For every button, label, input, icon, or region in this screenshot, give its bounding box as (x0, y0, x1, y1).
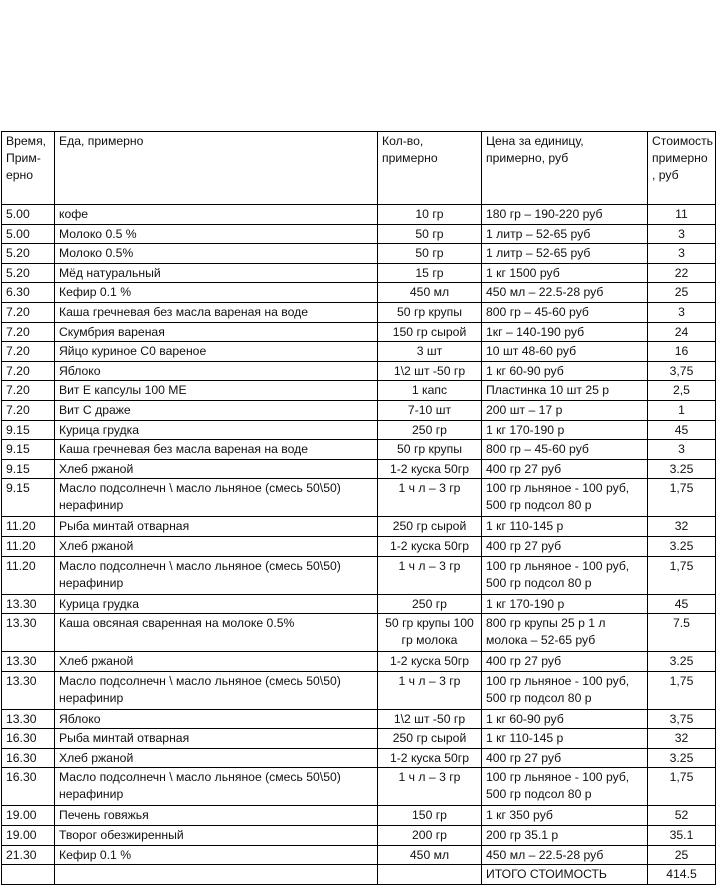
cell-time: 21.30 (2, 845, 55, 865)
cell-quantity: 1-2 куска 50гр (378, 459, 482, 479)
cell-price: 200 шт – 17 р (482, 400, 648, 420)
cell-time: 13.30 (2, 594, 55, 614)
cell-food: Молоко 0.5 % (55, 224, 378, 244)
cell-quantity: 200 гр (378, 826, 482, 846)
table-row (2, 806, 716, 826)
cell-quantity: 1 ч л – 3 гр (378, 671, 482, 709)
cell-food: Молоко 0.5% (55, 244, 378, 264)
cell-cost: 2,5 (648, 381, 716, 401)
cell-cost: 3 (648, 244, 716, 264)
cell-price: 450 мл – 22.5-28 руб (482, 845, 648, 865)
cell-quantity: 1 ч л – 3 гр (378, 556, 482, 594)
cell-cost: 16 (648, 342, 716, 362)
cell-quantity: 1 капс (378, 381, 482, 401)
table-row (2, 322, 716, 342)
cell-quantity: 250 гр (378, 420, 482, 440)
cell-price: 1 кг 60-90 руб (482, 709, 648, 729)
cell-cost: 22 (648, 263, 716, 283)
table-row (2, 302, 716, 322)
cell-food: Кефир 0.1 % (55, 845, 378, 865)
cell-quantity: 1-2 куска 50гр (378, 536, 482, 556)
cell-price: 100 гр льняное - 100 руб, 500 гр подсол 80 р (482, 768, 648, 806)
table-row (2, 361, 716, 381)
cell-time: 5.00 (2, 205, 55, 225)
cell-price: 450 мл – 22.5-28 руб (482, 283, 648, 303)
cell-time: 5.20 (2, 263, 55, 283)
cell-food: Скумбрия вареная (55, 322, 378, 342)
cell-quantity: 50 гр крупы (378, 302, 482, 322)
table-row (2, 748, 716, 768)
cell-time: 11.20 (2, 556, 55, 594)
table-row (2, 342, 716, 362)
cell-time: 13.30 (2, 614, 55, 652)
cell-cost: 3 (648, 302, 716, 322)
cell-price: 400 гр 27 руб (482, 536, 648, 556)
table-row (2, 479, 716, 517)
cell-empty (55, 865, 378, 885)
cell-price: 1 кг 1500 руб (482, 263, 648, 283)
table-row (2, 826, 716, 846)
table-row (2, 400, 716, 420)
cell-food: Каша гречневая без масла вареная на воде (55, 440, 378, 460)
cell-quantity: 250 гр сырой (378, 729, 482, 749)
cell-quantity: 1 ч л – 3 гр (378, 479, 482, 517)
cell-food: Яйцо куриное С0 вареное (55, 342, 378, 362)
cell-cost: 25 (648, 845, 716, 865)
cell-food: Яблоко (55, 709, 378, 729)
cell-cost: 3 (648, 440, 716, 460)
cell-time: 5.00 (2, 224, 55, 244)
cell-food: Кефир 0.1 % (55, 283, 378, 303)
table-row (2, 709, 716, 729)
cell-time: 7.20 (2, 400, 55, 420)
cell-time: 6.30 (2, 283, 55, 303)
cell-time: 13.30 (2, 671, 55, 709)
cell-food: Хлеб ржаной (55, 459, 378, 479)
table-row (2, 420, 716, 440)
table-row (2, 671, 716, 709)
cell-cost: 11 (648, 205, 716, 225)
header-quantity: Кол-во, примерно (378, 132, 482, 205)
header-time: Время, Прим-ерно (2, 132, 55, 205)
cell-food: Каша овсяная сваренная на молоке 0.5% (55, 614, 378, 652)
cell-quantity: 450 мл (378, 845, 482, 865)
table-row (2, 224, 716, 244)
cell-food: Курица грудка (55, 594, 378, 614)
cell-quantity: 1-2 куска 50гр (378, 748, 482, 768)
cell-price: 10 шт 48-60 руб (482, 342, 648, 362)
cell-time: 16.30 (2, 748, 55, 768)
cell-cost: 1,75 (648, 768, 716, 806)
total-label: ИТОГО СТОИМОСТЬ (482, 865, 648, 885)
table-row (2, 244, 716, 264)
cell-time: 9.15 (2, 440, 55, 460)
header-price: Цена за единицу, примерно, руб (482, 132, 648, 205)
cell-food: Масло подсолнечн \ масло льняное (смесь 50\50) нерафинир (55, 671, 378, 709)
cell-quantity: 150 гр сырой (378, 322, 482, 342)
cell-food: Масло подсолнечн \ масло льняное (смесь 50\50) нерафинир (55, 479, 378, 517)
cell-price: 1 кг 350 руб (482, 806, 648, 826)
cell-food: Масло подсолнечн \ масло льняное (смесь 50\50) нерафинир (55, 768, 378, 806)
table-row (2, 263, 716, 283)
header-food: Еда, примерно (55, 132, 378, 205)
cell-time: 7.20 (2, 322, 55, 342)
cell-food: Вит С драже (55, 400, 378, 420)
cell-price: 400 гр 27 руб (482, 459, 648, 479)
cell-quantity: 10 гр (378, 205, 482, 225)
cell-time: 11.20 (2, 517, 55, 537)
cell-time: 7.20 (2, 361, 55, 381)
cell-food: Рыба минтай отварная (55, 517, 378, 537)
table-row (2, 614, 716, 652)
cell-cost: 45 (648, 594, 716, 614)
cell-quantity: 1\2 шт -50 гр (378, 361, 482, 381)
food-cost-table (1, 131, 716, 885)
cell-price: 400 гр 27 руб (482, 652, 648, 672)
cell-price: 1 кг 170-190 р (482, 594, 648, 614)
table-row (2, 459, 716, 479)
cell-time: 7.20 (2, 302, 55, 322)
table-row (2, 652, 716, 672)
cell-price: 1 кг 110-145 р (482, 517, 648, 537)
cell-time: 19.00 (2, 826, 55, 846)
cell-time: 7.20 (2, 381, 55, 401)
cell-food: кофе (55, 205, 378, 225)
cell-time: 16.30 (2, 729, 55, 749)
cell-quantity: 50 гр (378, 224, 482, 244)
table-row (2, 381, 716, 401)
cell-quantity: 250 гр сырой (378, 517, 482, 537)
table-row (2, 845, 716, 865)
table-row (2, 729, 716, 749)
table-row (2, 768, 716, 806)
cell-cost: 52 (648, 806, 716, 826)
cell-price: 1 кг 110-145 р (482, 729, 648, 749)
cell-cost: 32 (648, 517, 716, 537)
cell-food: Печень говяжья (55, 806, 378, 826)
cell-price: 1 литр – 52-65 руб (482, 244, 648, 264)
cell-food: Хлеб ржаной (55, 652, 378, 672)
total-row (2, 865, 716, 885)
cell-cost: 1,75 (648, 556, 716, 594)
cell-time: 7.20 (2, 342, 55, 362)
cell-quantity: 1-2 куска 50гр (378, 652, 482, 672)
cell-quantity: 50 гр (378, 244, 482, 264)
cell-cost: 1 (648, 400, 716, 420)
cell-cost: 25 (648, 283, 716, 303)
cell-food: Курица грудка (55, 420, 378, 440)
cell-food: Творог обезжиренный (55, 826, 378, 846)
cell-price: 1 кг 170-190 р (482, 420, 648, 440)
cell-price: 180 гр – 190-220 руб (482, 205, 648, 225)
cell-quantity: 50 гр крупы (378, 440, 482, 460)
cell-price: 1кг – 140-190 руб (482, 322, 648, 342)
cell-time: 16.30 (2, 768, 55, 806)
cell-quantity: 50 гр крупы 100 гр молока (378, 614, 482, 652)
cell-quantity: 3 шт (378, 342, 482, 362)
cell-price: 100 гр льняное - 100 руб, 500 гр подсол 80 р (482, 671, 648, 709)
cell-cost: 1,75 (648, 479, 716, 517)
table-row (2, 205, 716, 225)
cell-time: 19.00 (2, 806, 55, 826)
cell-cost: 3.25 (648, 536, 716, 556)
table-row (2, 283, 716, 303)
table-row (2, 517, 716, 537)
cell-price: 800 гр – 45-60 руб (482, 440, 648, 460)
cell-quantity: 250 гр (378, 594, 482, 614)
table-row (2, 536, 716, 556)
cell-cost: 35.1 (648, 826, 716, 846)
cell-food: Мёд натуральный (55, 263, 378, 283)
cell-price: 1 кг 60-90 руб (482, 361, 648, 381)
cell-price: 800 гр крупы 25 р 1 л молока – 52-65 руб (482, 614, 648, 652)
cell-price: 100 гр льняное - 100 руб, 500 гр подсол 80 р (482, 479, 648, 517)
cell-food: Каша гречневая без масла вареная на воде (55, 302, 378, 322)
cell-cost: 1,75 (648, 671, 716, 709)
table-row (2, 440, 716, 460)
cell-price: 200 гр 35.1 р (482, 826, 648, 846)
cell-price: 1 литр – 52-65 руб (482, 224, 648, 244)
cell-quantity: 150 гр (378, 806, 482, 826)
cell-price: Пластинка 10 шт 25 р (482, 381, 648, 401)
cell-cost: 3.25 (648, 652, 716, 672)
cell-cost: 24 (648, 322, 716, 342)
cell-price: 100 гр льняное - 100 руб, 500 гр подсол 80 р (482, 556, 648, 594)
cell-cost: 7.5 (648, 614, 716, 652)
cell-price: 400 гр 27 руб (482, 748, 648, 768)
cell-food: Хлеб ржаной (55, 536, 378, 556)
table-row (2, 594, 716, 614)
cell-food: Хлеб ржаной (55, 748, 378, 768)
cell-quantity: 15 гр (378, 263, 482, 283)
cell-cost: 3.25 (648, 748, 716, 768)
cell-time: 9.15 (2, 420, 55, 440)
cell-time: 11.20 (2, 536, 55, 556)
cell-quantity: 7-10 шт (378, 400, 482, 420)
cell-quantity: 450 мл (378, 283, 482, 303)
cell-cost: 3,75 (648, 709, 716, 729)
cell-empty (378, 865, 482, 885)
cell-cost: 3.25 (648, 459, 716, 479)
cell-time: 9.15 (2, 459, 55, 479)
cell-price: 800 гр – 45-60 руб (482, 302, 648, 322)
cell-quantity: 1 ч л – 3 гр (378, 768, 482, 806)
cell-time: 9.15 (2, 479, 55, 517)
total-value: 414.5 (648, 865, 716, 885)
cell-time: 13.30 (2, 709, 55, 729)
cell-cost: 32 (648, 729, 716, 749)
cell-food: Вит Е капсулы 100 МЕ (55, 381, 378, 401)
cell-food: Рыба минтай отварная (55, 729, 378, 749)
cell-cost: 3,75 (648, 361, 716, 381)
cell-time: 13.30 (2, 652, 55, 672)
table-row (2, 556, 716, 594)
cell-quantity: 1\2 шт -50 гр (378, 709, 482, 729)
cell-food: Масло подсолнечн \ масло льняное (смесь 50\50) нерафинир (55, 556, 378, 594)
header-cost: Стоимость примерно , руб (648, 132, 716, 205)
cell-time: 5.20 (2, 244, 55, 264)
cell-empty (2, 865, 55, 885)
cell-food: Яблоко (55, 361, 378, 381)
cell-cost: 45 (648, 420, 716, 440)
table-header-row (2, 132, 716, 205)
cell-cost: 3 (648, 224, 716, 244)
